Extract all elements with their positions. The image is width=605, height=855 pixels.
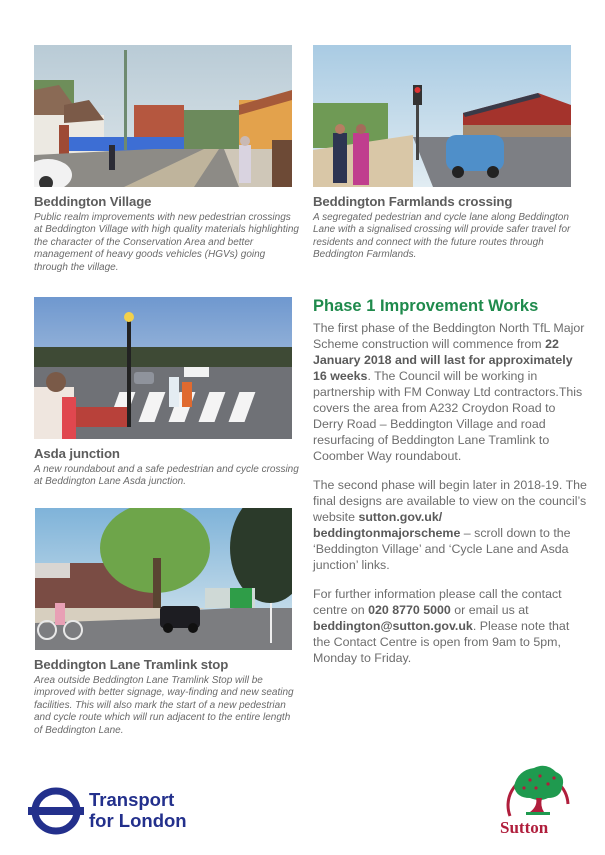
- tramlink-stop-title: Beddington Lane Tramlink stop: [34, 657, 229, 672]
- contact-phone[interactable]: 020 8770 5000: [368, 603, 451, 617]
- farmlands-crossing-image: [313, 45, 571, 187]
- tfl-roundel-icon: [28, 786, 84, 836]
- phase1-p2-text: The second phase will begin later in 2018-19. The final designs are available to view on the council’s website: [313, 478, 587, 524]
- website-link[interactable]: sutton.gov.uk/ beddingtonmajorscheme: [313, 510, 461, 540]
- phase1-paragraph-3: [313, 586, 588, 666]
- phase1-p1-text-end: . The Council will be working in partnership with FM Conway Ltd contractors.This covers the area from A232 Croydon Road to Derry Road – Beddington Village and road resurfacing of Beddington Lane Tramlink to Coomber Way roundabout.: [313, 369, 583, 463]
- asda-junction-title: Asda junction: [34, 446, 120, 461]
- farmlands-crossing-description: A segregated pedestrian and cycle lane along Beddington Lane with a signalised crossing will provide safer travel for residents and connect with the future routes through Beddington Farmlands.: [313, 212, 571, 261]
- farmlands-crossing-title: Beddington Farmlands crossing: [313, 194, 513, 209]
- tfl-logo-line1: Transport: [89, 789, 175, 810]
- tfl-logo-line2: for London: [89, 810, 187, 831]
- phase1-p3-text-end: . Please note that the Contact Centre is open from 9am to 5pm, Monday to Friday.: [313, 619, 570, 665]
- phase1-p3-text: For further information please call the contact centre on: [313, 587, 562, 617]
- phase1-dates: 22 January 2018 and will last for approximately 16 weeks: [313, 337, 573, 383]
- phase1-paragraph-2: [313, 477, 588, 573]
- contact-email-link[interactable]: beddington@sutton.gov.uk: [313, 619, 473, 633]
- sutton-logo-text: Sutton: [500, 818, 549, 837]
- phase1-heading: Phase 1 Improvement Works: [313, 297, 539, 315]
- tramlink-stop-image: [35, 508, 292, 650]
- tramlink-stop-description: Area outside Beddington Lane Tramlink Stop will be improved with better signage, way-finding and new seating facilities. This will also mark the start of a new pedestrian and cycle route which will run adjacent to the entire length of Beddington Lane.: [34, 675, 294, 736]
- phase1-p2-text-end: – scroll down to the ‘Beddington Village’ and ‘Cycle Lane and Asda junction’ links.: [313, 526, 571, 572]
- beddington-village-description: Public realm improvements with new pedestrian crossings at Beddington Village with high quality materials highlighting the character of the Conservation Area and better management of heavy goods vehicles (HGVs) going through the village.: [34, 212, 299, 273]
- sutton-tree-icon: [500, 756, 574, 822]
- phase1-p1-text: The first phase of the Beddington North TfL Major Scheme construction will commence from: [313, 321, 585, 351]
- beddington-village-title: Beddington Village: [34, 194, 152, 209]
- phase1-paragraph-1: [313, 320, 588, 464]
- beddington-village-image: [34, 45, 292, 187]
- asda-junction-description: A new roundabout and a safe pedestrian and cycle crossing at Beddington Lane Asda junction.: [34, 464, 299, 488]
- asda-junction-image: [34, 297, 292, 439]
- phase1-p3-text-mid: or email us at: [450, 603, 529, 617]
